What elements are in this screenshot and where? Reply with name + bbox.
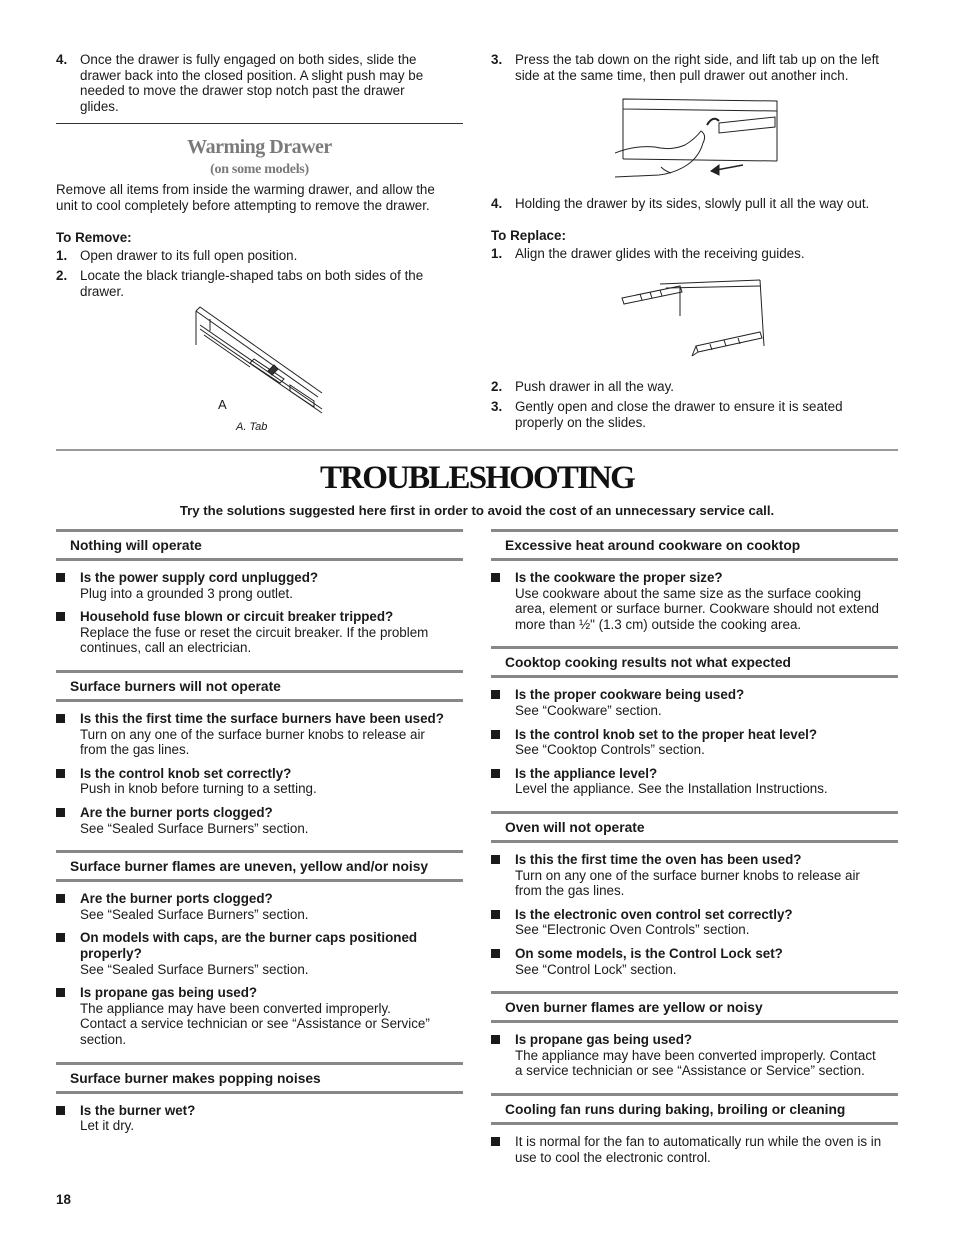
section-heading-cooling-fan-runs-during-baking-broiling-or-cleaning: Cooling fan runs during baking, broiling or cleaning <box>505 1102 846 1117</box>
figure-label-a: A <box>218 397 227 412</box>
bullet-square <box>491 730 500 739</box>
item-question: properly? <box>80 945 142 961</box>
bullet-square <box>56 894 65 903</box>
step-number: 1. <box>491 246 503 261</box>
section-heading-excessive-heat-around-cookware-on-cooktop: Excessive heat around cookware on cooktop <box>505 538 801 553</box>
section-bottom-rule <box>491 840 898 843</box>
section-top-rule <box>491 811 898 814</box>
item-question: Is the control knob set to the proper heat level? <box>515 726 818 742</box>
item-answer: from the gas lines. <box>515 883 625 899</box>
section-bottom-rule <box>56 1091 463 1094</box>
bullet-square <box>56 808 65 817</box>
item-question: Are the burner ports clogged? <box>80 805 273 820</box>
step-line: Holding the drawer by its sides, slowly pull it all the way out. <box>515 196 870 211</box>
figure-caption: A. Tab <box>236 421 268 433</box>
item-answer: It is normal for the fan to automatically run while the oven is in <box>515 1134 882 1149</box>
item-answer: The appliance may have been converted improperly. Contact <box>515 1047 876 1063</box>
section-bottom-rule <box>56 879 463 882</box>
step-number: 4. <box>491 196 503 211</box>
intro-line: Remove all items from inside the warming drawer, and allow the <box>56 182 435 197</box>
bullet-square <box>56 988 65 997</box>
bullet-square <box>491 1137 500 1146</box>
bullet-square <box>491 769 500 778</box>
step-line: Open drawer to its full open position. <box>80 248 298 263</box>
section-top-rule <box>491 646 898 649</box>
to-replace-heading: To Replace: <box>491 228 566 243</box>
item-answer: section. <box>80 1031 127 1047</box>
troubleshooting-title: TROUBLESHOOTING <box>319 460 635 496</box>
step-number: 3. <box>491 399 503 414</box>
step-line: Press the tab down on the right side, and lift tab up on the left <box>515 52 880 67</box>
item-answer: Turn on any one of the surface burner knobs to release air <box>80 726 425 742</box>
item-question: Is the cookware the proper size? <box>515 570 723 585</box>
step-line: Locate the black triangle-shaped tabs on both sides of the <box>80 268 424 283</box>
item-question: Is the burner wet? <box>80 1102 196 1118</box>
step-line: drawer. <box>80 283 124 299</box>
item-question: Is the electronic oven control set correctly? <box>515 906 793 922</box>
item-answer: See “Electronic Oven Controls” section. <box>515 922 750 938</box>
warming-drawer-title: Warming Drawer <box>187 136 332 158</box>
item-answer: a service technician or see “Assistance or Service” section. <box>515 1063 865 1079</box>
item-answer: continues, call an electrician. <box>80 640 252 656</box>
section-top-rule <box>491 1093 898 1096</box>
item-answer: See “Sealed Surface Burners” section. <box>80 820 309 836</box>
bullet-square <box>56 612 65 621</box>
section-heading-surface-burner-makes-popping-noises: Surface burner makes popping noises <box>70 1070 321 1086</box>
drawer-glide-illustration <box>620 276 770 366</box>
item-question: Is this the first time the oven has been used? <box>515 852 802 867</box>
bullet-square <box>56 769 65 778</box>
page-number: 18 <box>56 1192 71 1207</box>
step-line: Once the drawer is fully engaged on both sides, slide the <box>80 52 417 67</box>
section-top-rule <box>56 850 463 853</box>
to-remove-heading: To Remove: <box>56 230 132 245</box>
item-answer: Let it dry. <box>80 1118 135 1134</box>
section-top-rule <box>491 991 898 994</box>
section-heading-oven-burner-flames-are-yellow-or-noisy: Oven burner flames are yellow or noisy <box>505 1000 763 1016</box>
item-answer: from the gas lines. <box>80 742 190 758</box>
step-number: 2. <box>491 379 503 394</box>
section-top-rule <box>56 529 463 532</box>
item-question: Is propane gas being used? <box>515 1032 693 1048</box>
item-answer: See “Sealed Surface Burners” section. <box>80 961 309 977</box>
section-bottom-rule <box>56 558 463 561</box>
item-question: Is the appliance level? <box>515 765 658 781</box>
section-heading-oven-will-not-operate: Oven will not operate <box>505 820 645 835</box>
step-line: properly on the slides. <box>515 414 647 430</box>
item-question: Is the proper cookware being used? <box>515 687 745 703</box>
item-answer: See “Control Lock” section. <box>515 961 677 977</box>
step-number: 2. <box>56 268 68 283</box>
item-answer: Turn on any one of the surface burner knobs to release air <box>515 867 860 883</box>
step-number: 1. <box>56 248 68 263</box>
section-top-rule <box>56 670 463 673</box>
section-heading-surface-burner-flames-are-uneven-yellow-and-or-noisy: Surface burner flames are uneven, yellow and/or noisy <box>70 859 429 875</box>
item-answer: Use cookware about the same size as the surface cooking <box>515 585 862 601</box>
drawer-tab-illustration <box>190 305 330 415</box>
item-question: Is this the first time the surface burners have been used? <box>80 711 444 726</box>
bullet-square <box>56 933 65 942</box>
troubleshooting-intro: Try the solutions suggested here first in order to avoid the cost of an unnecessary service call. <box>179 503 775 518</box>
warming-intro <box>56 182 466 213</box>
step-line: drawer back into the closed position. A slight push may be <box>80 67 424 83</box>
item-answer: area, element or surface burner. Cookware should not extend <box>515 601 879 617</box>
bullet-square <box>491 910 500 919</box>
item-answer: Replace the fuse or reset the circuit breaker. If the problem <box>80 624 429 640</box>
item-answer: Plug into a grounded 3 prong outlet. <box>80 585 293 601</box>
item-answer: See “Cookware” section. <box>515 702 662 718</box>
step-line: Gently open and close the drawer to ensure it is seated <box>515 399 843 414</box>
step-number: 4. <box>56 52 68 67</box>
step-line: Align the drawer glides with the receiving guides. <box>515 246 805 261</box>
item-answer: Contact a service technician or see “Assistance or Service” <box>80 1016 430 1032</box>
bullet-square <box>491 949 500 958</box>
step-line: Push drawer in all the way. <box>515 379 675 394</box>
section-bottom-rule <box>491 558 898 561</box>
left-top-divider <box>56 123 463 124</box>
step-line: side at the same time, then pull drawer out another inch. <box>515 67 849 83</box>
item-answer: Level the appliance. See the Installation Instructions. <box>515 781 828 797</box>
item-answer: use to cool the electronic control. <box>515 1149 711 1165</box>
section-bottom-rule <box>491 1122 898 1125</box>
bullet-square <box>491 1035 500 1044</box>
item-question: Is the control knob set correctly? <box>80 765 292 781</box>
drawer-pull-illustration <box>615 95 785 187</box>
bullet-square <box>491 855 500 864</box>
item-question: On models with caps, are the burner caps positioned <box>80 930 418 946</box>
warming-drawer-subtitle: (on some models) <box>210 162 309 177</box>
item-answer: more than ½" (1.3 cm) outside the cooking area. <box>515 616 802 632</box>
item-answer: See “Sealed Surface Burners” section. <box>80 906 309 922</box>
step-line: needed to move the drawer stop notch past the drawer <box>80 83 405 99</box>
section-heading-nothing-will-operate: Nothing will operate <box>70 538 202 553</box>
item-question: Is propane gas being used? <box>80 985 258 1001</box>
item-question: On some models, is the Control Lock set? <box>515 946 783 961</box>
section-bottom-rule <box>491 1020 898 1023</box>
bullet-square <box>491 690 500 699</box>
troubleshooting-top-rule <box>56 449 898 451</box>
bullet-square <box>56 573 65 582</box>
item-answer: The appliance may have been converted improperly. <box>80 1000 391 1016</box>
bullet-square <box>56 1106 65 1115</box>
section-heading-surface-burners-will-not-operate: Surface burners will not operate <box>70 679 281 694</box>
item-question: Is the power supply cord unplugged? <box>80 570 319 585</box>
section-top-rule <box>491 529 898 532</box>
item-answer: Push in knob before turning to a setting. <box>80 781 317 797</box>
section-heading-cooktop-cooking-results-not-what-expected: Cooktop cooking results not what expected <box>505 655 791 671</box>
step-number: 3. <box>491 52 503 67</box>
section-bottom-rule <box>56 699 463 702</box>
section-top-rule <box>56 1062 463 1065</box>
step-line: glides. <box>80 98 119 114</box>
intro-line: unit to cool completely before attempting to remove the drawer. <box>56 197 430 213</box>
bullet-square <box>56 714 65 723</box>
item-answer: See “Cooktop Controls” section. <box>515 742 705 758</box>
item-question: Are the burner ports clogged? <box>80 891 273 907</box>
item-question: Household fuse blown or circuit breaker tripped? <box>80 609 394 625</box>
bullet-square <box>491 573 500 582</box>
section-bottom-rule <box>491 675 898 678</box>
